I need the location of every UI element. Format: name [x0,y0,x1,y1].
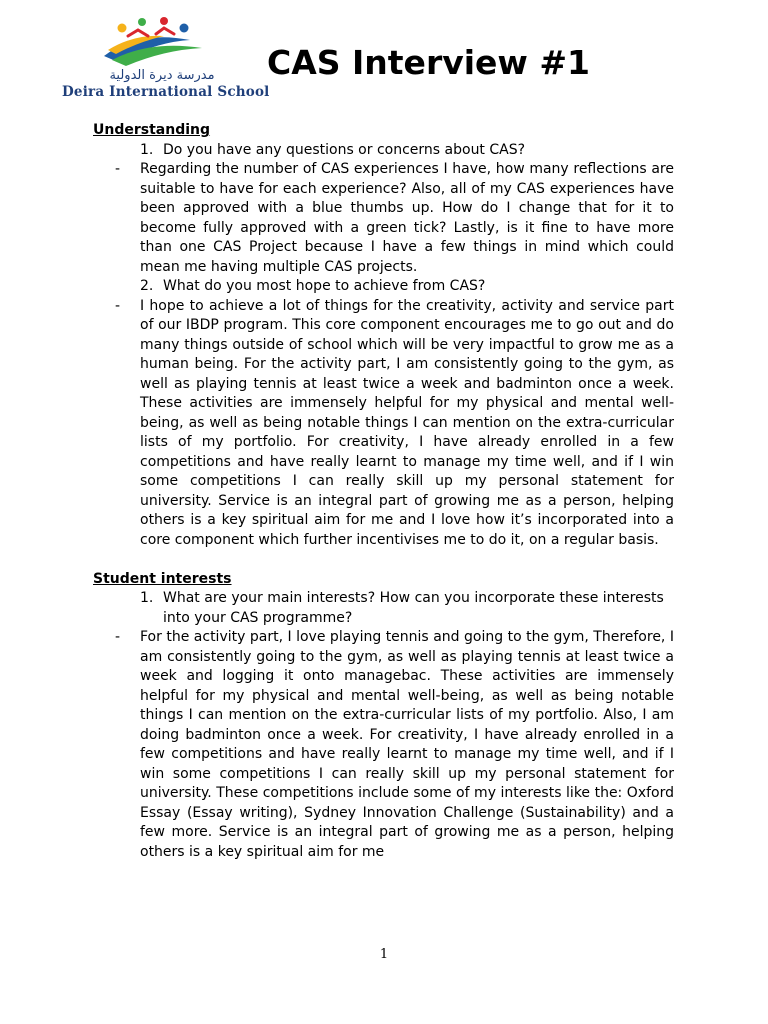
question-item [140,277,674,297]
question-item [140,589,674,628]
answer-item [93,628,674,862]
question-number: 2. [140,278,154,294]
document-body [93,121,674,862]
question-number: 1. [140,141,154,158]
school-name: Deira International School [62,84,270,100]
answer-text: I hope to achieve a lot of things for the creativity, activity and service part of our IBDP program. This core component encourages me to go out and do many things outside of school which will be very impactful to grow me as a human being. For the activity part, I am consistently going to the gym, as well as playing tennis at least twice a week and badminton once a week. These activities are immensely helpful for my physical and mental well-being, as well as being notable things I can mention on the extra-curricular lists of my portfolio. For creativity, I have already enrolled in a few competitions and have really learnt to manage my time well, and if I win some competitions I can really skill up my personal statement for university. Service is an integral part of growing me as a person, helping others is a key spiritual aim for me and I love how it’s incorporated into a core component which further incentivises me to do it, on a regular basis. [140,297,674,548]
school-logo [62,14,270,102]
answer-bullet: - [115,161,121,177]
answer-item [93,160,674,277]
section-understanding [93,121,674,550]
question-text: What do you most hope to achieve from CAS? [163,278,486,294]
question-item [140,141,674,161]
page-number: 1 [379,947,389,962]
section-heading: Student interests [93,570,232,587]
question-number: 1. [140,590,154,606]
answer-item [93,297,674,551]
section-student-interests [93,570,674,863]
answer-bullet: - [115,629,121,645]
school-name-arabic: مدرسة ديرة الدولية [109,68,215,83]
document-title: CAS Interview #1 [267,43,591,82]
answer-text: Regarding the number of CAS experiences I have, how many reflections are suitable to have for each experience? Also, all of my CAS experiences have been approved with a blue thumbs up. How do I change that for it to become fully approved with a green tick? Lastly, is it fine to have more than one CAS Project because I have a few things in mind which could mean me having multiple CAS projects. [140,161,674,275]
question-text: What are your main interests? How can you incorporate these interests into your CAS programme? [163,590,664,626]
answer-text: For the activity part, I love playing tennis and going to the gym, Therefore, I am consistently going to the gym, as well as playing tennis at least twice a week and logging it onto managebac. These activities are immensely helpful for my physical and mental well-being, as well as being notable things I can mention on the extra-curricular lists of my portfolio. Also, I am doing badminton once a week. For creativity, I have already enrolled in a few competitions and have really learnt to manage my time well, and if I win some competitions I can really skill up my personal statement for university. These competitions include some of my interests like the: Oxford Essay (Essay writing), Sydney Innovation Challenge (Sustainability) and a few more. Service is an integral part of growing me as a person, helping others is a key spiritual aim for me [140,629,674,860]
school-emblem-icon [98,14,222,70]
question-text: Do you have any questions or concerns about CAS? [163,141,526,158]
answer-bullet: - [115,297,121,314]
section-heading: Understanding [93,122,211,138]
